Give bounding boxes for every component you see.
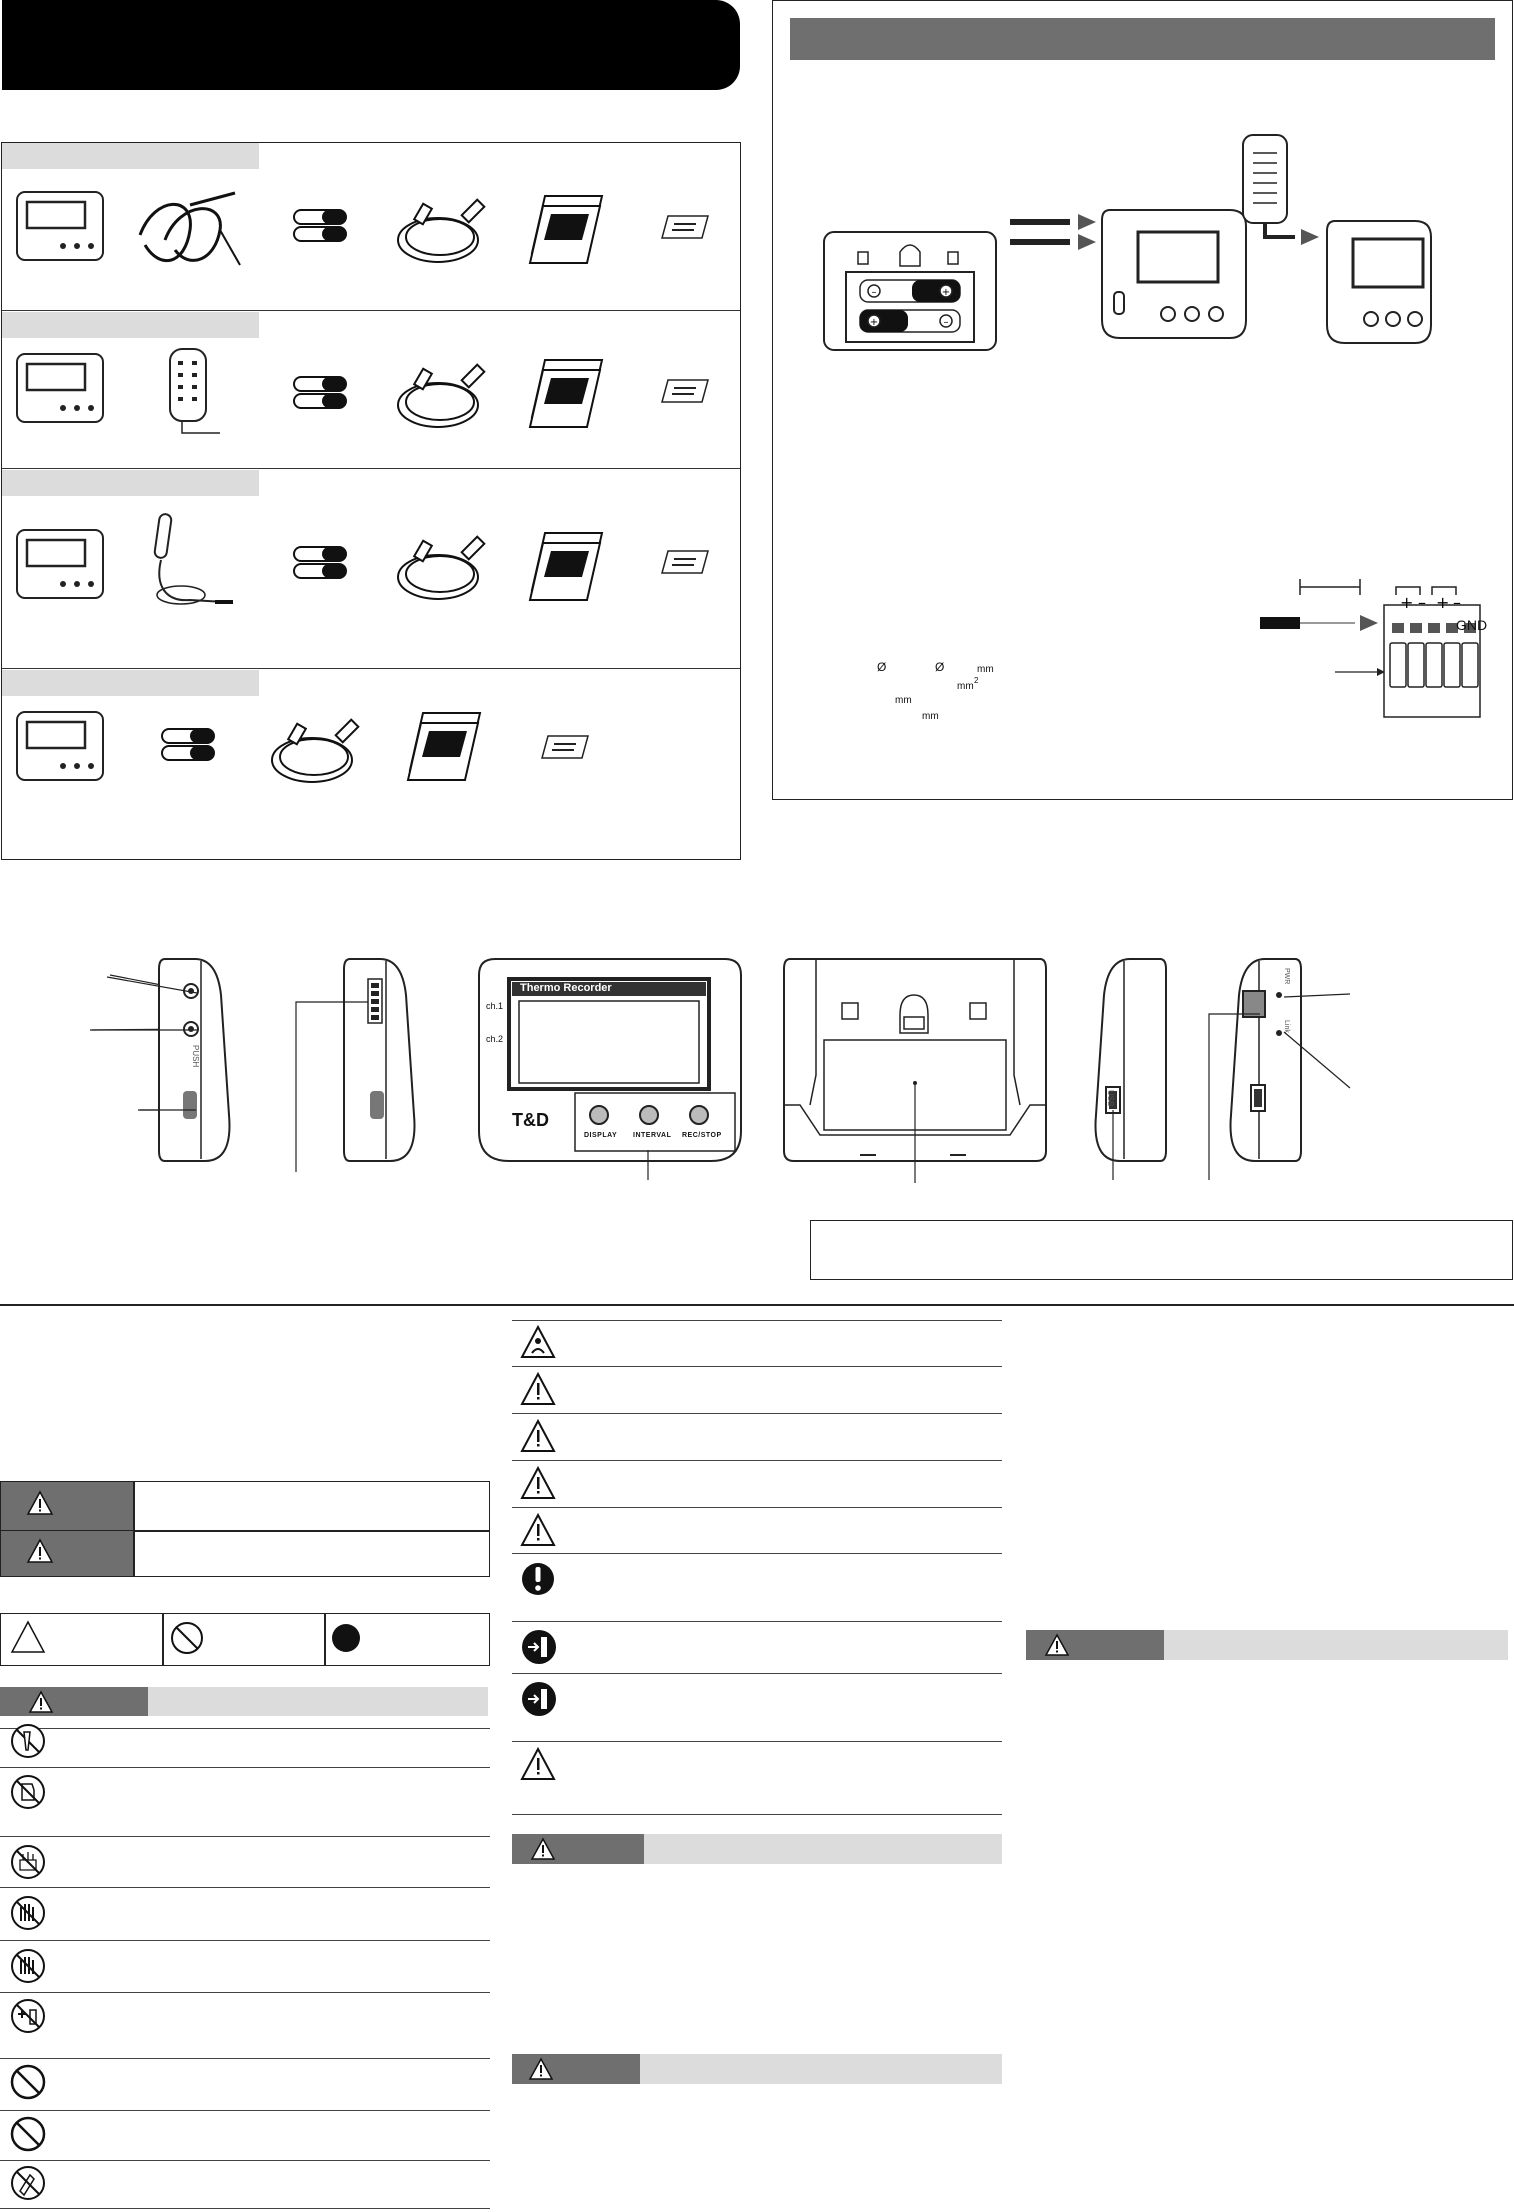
ch2-label: ch.2 (486, 1034, 504, 1044)
ch1-label: ch.1 (486, 1001, 504, 1011)
prohibited-icon (8, 2114, 48, 2154)
usb-cable-icon (388, 350, 498, 435)
package-row-label (2, 670, 259, 696)
svg-text:+: + (869, 317, 879, 328)
battery-compartment-illustration (820, 222, 1000, 357)
title-bar (2, 0, 740, 90)
warning-triangle-icon (1044, 1633, 1070, 1657)
spec-dia-1: Ø (877, 660, 887, 674)
interval-button[interactable]: INTERVAL (633, 1132, 672, 1139)
warning-level-danger (1, 1482, 133, 1530)
svg-text:+: + (1436, 593, 1450, 612)
no-disassemble-icon (8, 2163, 48, 2203)
package-row-label (2, 470, 259, 496)
no-disassemble-icon (8, 1722, 48, 1760)
caution-triangle-icon (520, 1372, 556, 1406)
manual-sheets-icon (405, 705, 485, 785)
warning-list-header (0, 1687, 148, 1716)
mandatory-symbol-icon (330, 1622, 362, 1654)
logger-unit-icon (15, 528, 105, 600)
link-led-label: Link (1283, 1020, 1290, 1033)
label-sticker-icon (660, 376, 710, 406)
spec-mm-sq: mm (957, 681, 974, 692)
logger-unit-icon (15, 190, 105, 262)
spec-sq: 2 (974, 676, 979, 685)
warning-triangle-icon (528, 2057, 554, 2081)
warning-triangle-icon (26, 1490, 54, 1516)
callout-ch1 (105, 975, 200, 995)
svg-text:–: – (1418, 593, 1426, 612)
manual-sheets-icon (527, 188, 607, 268)
section-divider (0, 1304, 1514, 1306)
caution-triangle-icon (520, 1466, 556, 1500)
package-row-label (2, 312, 259, 338)
svg-text:+: + (1400, 593, 1414, 612)
label-sticker-icon (540, 732, 590, 762)
label-sticker-icon (660, 212, 710, 242)
warning-triangle-icon (28, 1690, 54, 1714)
spec-mm-3: mm (922, 711, 939, 722)
batteries-icon (292, 208, 352, 244)
setup-box-header (790, 18, 1495, 60)
caution-symbol-icon (10, 1620, 46, 1654)
prohibited-symbol-icon (169, 1620, 205, 1656)
logger-unit-icon (15, 710, 105, 782)
unplug-icon (520, 1627, 558, 1667)
symbol-legend (0, 1613, 490, 1666)
caution-header-bar (644, 1834, 1002, 1864)
sensor-cables-icon (135, 185, 245, 275)
unplug-icon (520, 1679, 558, 1719)
spec-mm-2: mm (895, 695, 912, 706)
no-heat-icon (8, 1842, 48, 1882)
callout-link-led (1282, 1030, 1352, 1090)
note-box (810, 1220, 1513, 1280)
spec-mm-1: mm (977, 664, 994, 675)
terminal-gnd-label: GND (1456, 617, 1488, 633)
caution-triangle-icon (520, 1513, 556, 1547)
terminal-block-illustration (1260, 575, 1490, 735)
callout-dip (292, 998, 370, 1173)
side-pwr-label: PUSH (191, 1045, 200, 1068)
caution-header-bar (1164, 1630, 1508, 1660)
callout-buttons (645, 1150, 651, 1180)
manual-sheets-icon (527, 525, 607, 605)
probe-sensor-icon (145, 510, 235, 615)
caution-person-icon (520, 1325, 556, 1359)
usb-label: USB (1106, 1090, 1115, 1107)
svg-text:–: – (1453, 593, 1461, 612)
label-sticker-icon (660, 547, 710, 577)
callout-battery-cover (912, 1083, 918, 1183)
caution-triangle-icon (520, 1419, 556, 1453)
batteries-icon (292, 375, 352, 411)
package-row-label (2, 143, 259, 169)
warning-list-header-bar (148, 1687, 488, 1716)
usb-cable-icon (262, 705, 372, 790)
no-wet-hands-icon (8, 1893, 48, 1933)
svg-text:–: – (943, 317, 949, 328)
arrow-pointer (1335, 665, 1385, 679)
warning-triangle-icon (26, 1538, 54, 1564)
display-button[interactable]: DISPLAY (584, 1132, 618, 1139)
warning-level-caution (1, 1531, 133, 1576)
no-medical-use-icon (8, 1996, 48, 2036)
callout-button (138, 1108, 198, 1114)
side-view-usb (1090, 955, 1170, 1165)
svg-text:+: + (941, 287, 951, 298)
usb-cable-icon (388, 185, 498, 270)
warning-triangle-icon (530, 1837, 556, 1861)
usb-cable-icon (388, 522, 498, 607)
pwr-led-label: PWR (1283, 968, 1290, 985)
mandatory-action-icon (520, 1559, 556, 1599)
caution-header-bar (640, 2054, 1002, 2084)
prohibited-icon (8, 2062, 48, 2102)
svg-text:–: – (871, 287, 877, 298)
batteries-icon (292, 545, 352, 581)
caution-triangle-icon (520, 1747, 556, 1781)
humidity-plug-illustration (1235, 125, 1435, 350)
humidity-sensor-icon (162, 345, 232, 440)
logger-unit-icon (15, 352, 105, 424)
callout-ch2 (90, 1028, 200, 1034)
spec-dia-2: Ø (935, 660, 945, 674)
brand-logo: T&D (512, 1110, 549, 1130)
rec-stop-button[interactable]: REC/STOP (682, 1132, 722, 1139)
callout-lan (1205, 1010, 1265, 1182)
callout-usb (1110, 1110, 1116, 1180)
batteries-icon (160, 727, 220, 763)
device-title: Thermo Recorder (520, 982, 612, 994)
no-water-icon (8, 1772, 48, 1812)
no-touch-icon (8, 1946, 48, 1986)
manual-sheets-icon (527, 352, 607, 432)
callout-pwr-led (1282, 992, 1352, 1002)
sensor-plug-illustration (1010, 200, 1250, 350)
